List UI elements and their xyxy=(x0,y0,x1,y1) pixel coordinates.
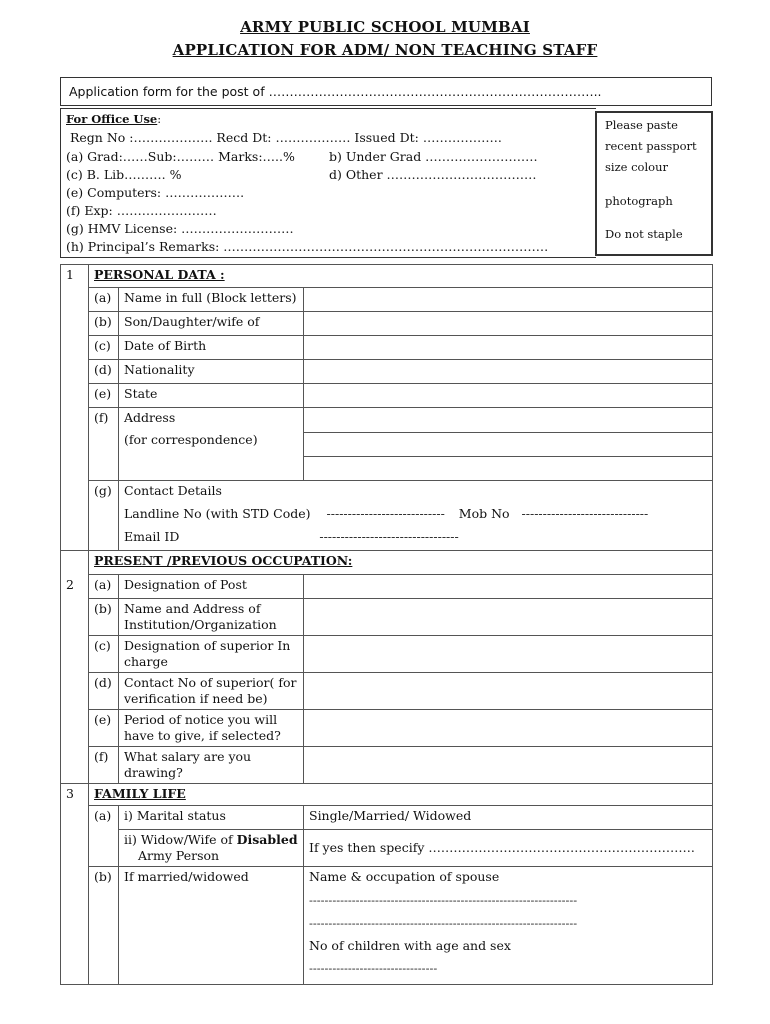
section-number: 1 xyxy=(61,265,89,288)
input-spouse-line-2[interactable]: --------------------------------------------------------------------- xyxy=(309,916,578,930)
label-salary: What salary are you drawing? xyxy=(119,747,304,784)
label-relation: Son/Daughter/wife of xyxy=(119,312,304,336)
input-relation[interactable] xyxy=(304,312,713,336)
label-nationality: Nationality xyxy=(119,360,304,384)
section-number: 2 xyxy=(61,575,89,599)
office-grad-line: (a) Grad:……Sub:……… Marks:…..% xyxy=(66,149,295,164)
input-marital-status[interactable]: Single/Married/ Widowed xyxy=(304,806,713,830)
row-sub-label: (a) xyxy=(89,288,119,312)
row-sub-label: (b) xyxy=(89,867,119,985)
label-contact: Contact Details xyxy=(124,483,222,498)
input-designation[interactable] xyxy=(304,575,713,599)
label-full-name: Name in full (Block letters) xyxy=(119,288,304,312)
input-state[interactable] xyxy=(304,384,713,408)
input-superior-contact[interactable] xyxy=(304,673,713,710)
row-sub-label: (c) xyxy=(89,336,119,360)
label-mobile: Mob No xyxy=(458,506,510,521)
office-exp-line: (f) Exp: …………………… xyxy=(66,203,217,218)
post-applied-label: Application form for the post of …………………………………………………………………….. xyxy=(69,84,602,99)
photo-instruction-4: photograph xyxy=(605,194,673,208)
section-number: 3 xyxy=(61,784,89,806)
post-applied-field[interactable] xyxy=(60,77,712,106)
office-remarks-line: (h) Principal’s Remarks: …………………………………………………………………… xyxy=(66,239,549,254)
label-children: No of children with age and sex xyxy=(309,938,511,953)
office-undergrad-line: b) Under Grad ……………………… xyxy=(329,149,538,164)
input-institution[interactable] xyxy=(304,599,713,636)
office-blib-line: (c) B. Lib………. % xyxy=(66,167,182,182)
row-sub-label: (e) xyxy=(89,384,119,408)
row-sub-label: (e) xyxy=(89,710,119,747)
label-disabled-army: ii) Widow/Wife of Disabled Army Person xyxy=(119,830,304,867)
input-full-name[interactable] xyxy=(304,288,713,312)
label-marital-status: i) Marital status xyxy=(119,806,304,830)
input-children[interactable]: --------------------------------- xyxy=(309,961,438,975)
photo-box[interactable] xyxy=(595,111,713,256)
contact-details xyxy=(119,481,713,551)
label-if-married: If married/widowed xyxy=(119,867,304,985)
row-sub-label: (a) xyxy=(89,806,119,830)
input-notice-period[interactable] xyxy=(304,710,713,747)
label-state: State xyxy=(119,384,304,408)
row-sub-label: (c) xyxy=(89,636,119,673)
label-dob: Date of Birth xyxy=(119,336,304,360)
label-email: Email ID xyxy=(124,529,180,544)
label-landline: Landline No (with STD Code) xyxy=(124,506,311,521)
form-title: APPLICATION FOR ADM/ NON TEACHING STAFF xyxy=(172,41,598,59)
section-title-family: FAMILY LIFE xyxy=(89,784,713,806)
label-institution: Name and Address of Institution/Organization xyxy=(119,599,304,636)
photo-instruction-3: size colour xyxy=(605,160,668,174)
input-disabled-army[interactable]: If yes then specify ………………………………………………………. xyxy=(304,830,713,867)
row-sub-label: (b) xyxy=(89,599,119,636)
input-nationality[interactable] xyxy=(304,360,713,384)
row-sub-label: (b) xyxy=(89,312,119,336)
row-sub-label: (f) xyxy=(89,408,119,481)
spouse-details xyxy=(304,867,713,985)
input-email[interactable]: --------------------------------- xyxy=(319,529,459,544)
row-sub-label: (f) xyxy=(89,747,119,784)
school-name: ARMY PUBLIC SCHOOL MUMBAI xyxy=(240,18,530,36)
section-title-occupation: PRESENT /PREVIOUS OCCUPATION: xyxy=(89,551,713,575)
photo-instruction-5: Do not staple xyxy=(605,227,683,241)
input-salary[interactable] xyxy=(304,747,713,784)
label-notice-period: Period of notice you will have to give, if selected? xyxy=(119,710,304,747)
office-use-box xyxy=(60,108,596,258)
input-landline[interactable]: ---------------------------- xyxy=(326,506,445,521)
photo-instruction-2: recent passport xyxy=(605,139,697,153)
row-sub-label: (d) xyxy=(89,360,119,384)
label-spouse: Name & occupation of spouse xyxy=(309,869,500,884)
input-dob[interactable] xyxy=(304,336,713,360)
office-regn-line: Regn No :………………. Recd Dt: ……………… Issued Dt: ………………. xyxy=(70,130,502,145)
label-address: Address (for correspondence) xyxy=(119,408,304,481)
label-superior-contact: Contact No of superior( for verification if need be) xyxy=(119,673,304,710)
office-other-line: d) Other ……………………………… xyxy=(329,167,537,182)
office-computers-line: (e) Computers: ………………. xyxy=(66,185,245,200)
photo-instruction-1: Please paste xyxy=(605,118,678,132)
input-superior[interactable] xyxy=(304,636,713,673)
input-spouse-line-1[interactable]: --------------------------------------------------------------------- xyxy=(309,893,578,907)
input-mobile[interactable]: ------------------------------ xyxy=(521,506,649,521)
row-sub-label: (d) xyxy=(89,673,119,710)
office-hmv-line: (g) HMV License: ……………………… xyxy=(66,221,294,236)
office-use-heading: For Office Use: xyxy=(66,112,162,126)
row-sub-label: (a) xyxy=(89,575,119,599)
row-sub-label: (g) xyxy=(89,481,119,551)
application-table xyxy=(60,264,713,985)
section-title-personal: PERSONAL DATA : xyxy=(89,265,713,288)
label-superior: Designation of superior In charge xyxy=(119,636,304,673)
input-address[interactable] xyxy=(304,408,713,481)
label-designation: Designation of Post xyxy=(119,575,304,599)
